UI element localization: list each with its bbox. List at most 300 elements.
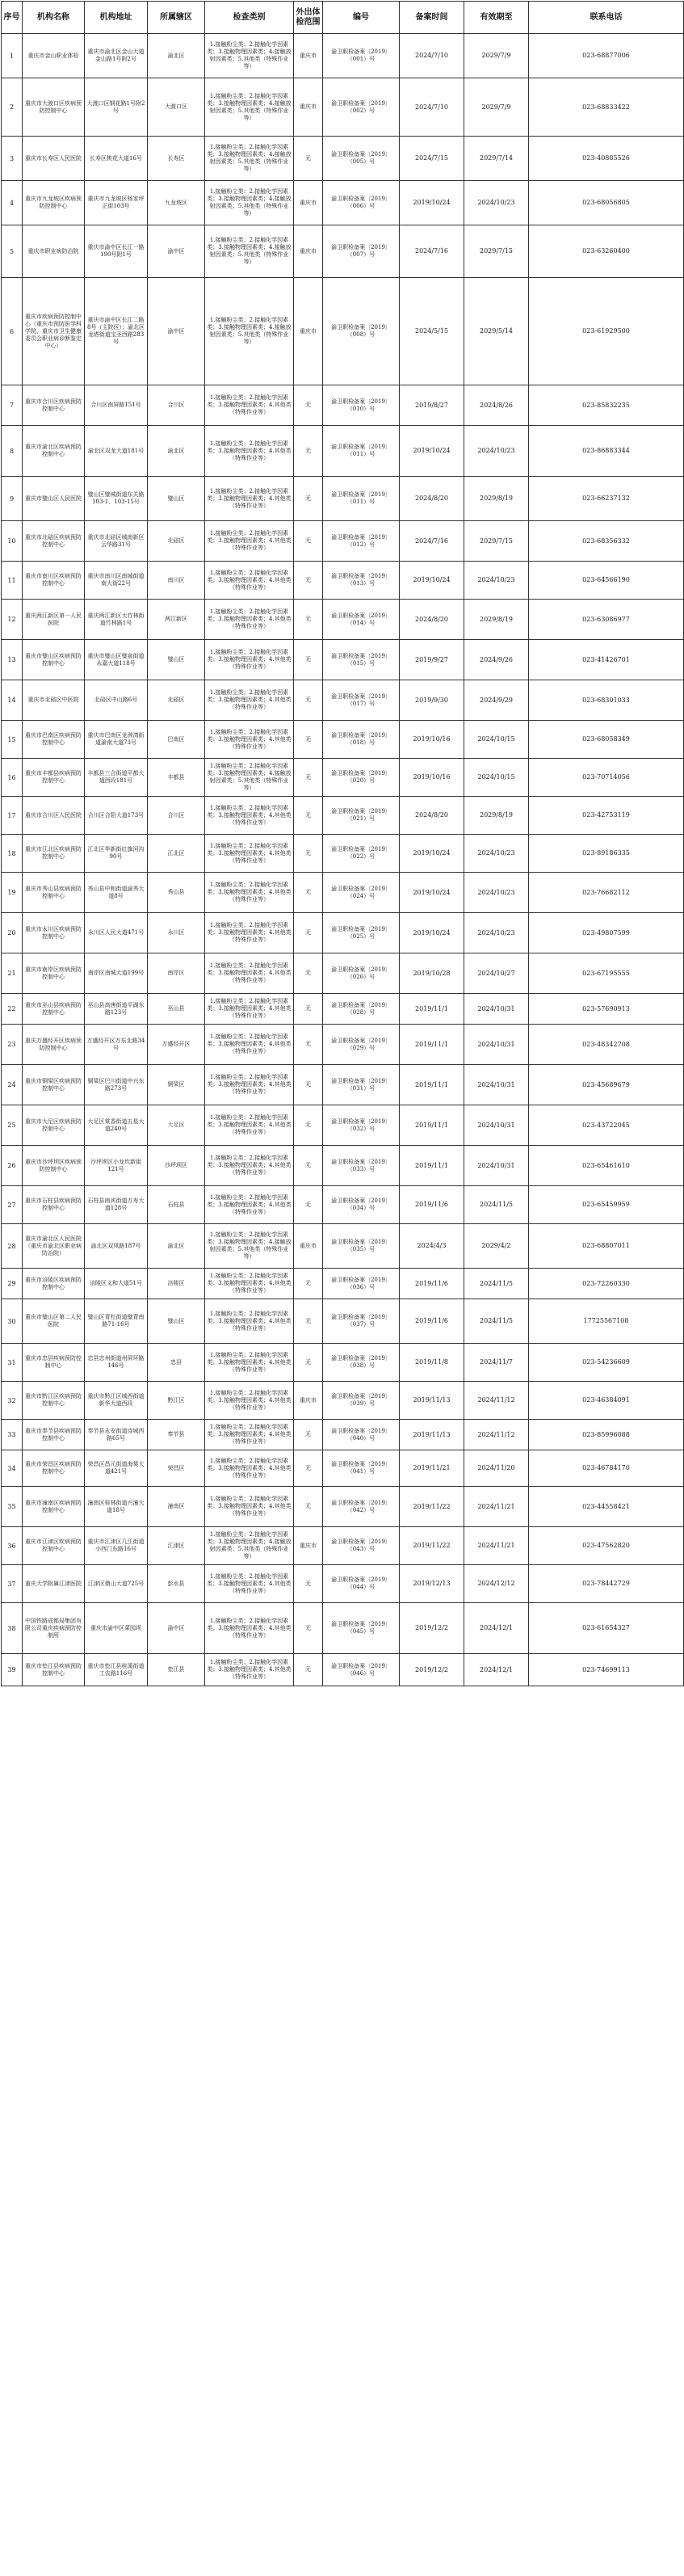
exam-category: 1.接触粉尘类；2.接触化学因素类；3.接触物理因素类；4.其他类（特殊作业等） — [205, 1299, 294, 1344]
institution-address: 江津区鼎山大道725号 — [85, 1565, 148, 1603]
institution-address: 重庆市渝北区金山大道金山路1号附2号 — [85, 34, 148, 78]
contact-phone: 023-63260400 — [529, 225, 684, 278]
institution-name: 重庆两江新区第一人民医院 — [23, 600, 85, 640]
filing-date: 2024/5/15 — [400, 278, 464, 385]
institution-address: 重庆市璧山区璧泉街道永嘉大道118号 — [85, 640, 148, 680]
institution-address: 铜梁区巴川街道中兴东路273号 — [85, 1065, 148, 1105]
institution-address: 合川区合阳大道173号 — [85, 797, 148, 835]
district: 合川区 — [148, 385, 205, 426]
valid-until: 2024/10/27 — [464, 953, 529, 994]
valid-until: 2024/11/7 — [464, 1344, 529, 1382]
filing-date: 2019/9/30 — [400, 680, 464, 721]
filing-date: 2024/7/16 — [400, 521, 464, 562]
contact-phone: 023-89186335 — [529, 835, 684, 873]
row-number: 33 — [2, 1420, 23, 1450]
district: 璧山区 — [148, 1299, 205, 1344]
valid-until: 2024/10/15 — [464, 721, 529, 759]
filing-code: 渝卫职检备案〔2019〕（032）号 — [323, 1105, 400, 1146]
institution-name: 重庆市垫江县疾病预防控制中心 — [23, 1654, 85, 1686]
institution-name: 重庆市江北区疾病预防控制中心 — [23, 835, 85, 873]
filing-code: 渝卫职检备案〔2019〕（013）号 — [323, 562, 400, 600]
institution-address: 重庆市南川区南城街道南大街22号 — [85, 562, 148, 600]
valid-until: 2024/11/21 — [464, 1487, 529, 1527]
filing-date: 2019/11/6 — [400, 1186, 464, 1224]
valid-until: 2024/11/5 — [464, 1299, 529, 1344]
institution-name: 重庆市忠县疾病预防控制中心 — [23, 1344, 85, 1382]
exam-range: 无 — [294, 1269, 323, 1299]
exam-category: 1.接触粉尘类；2.接触化学因素类；3.接触物理因素类；4.其他类（特殊作业等） — [205, 1420, 294, 1450]
exam-range: 无 — [294, 1146, 323, 1186]
exam-range: 无 — [294, 680, 323, 721]
institution-name: 重庆市巴南区疾病预防控制中心 — [23, 721, 85, 759]
filing-code: 渝卫职检备案〔2019〕（002）号 — [323, 78, 400, 137]
filing-date: 2019/10/28 — [400, 953, 464, 994]
exam-category: 1.接触粉尘类；2.接触化学因素类；3.接触物理因素类；4.接触放射因素类；5.其他类（特殊作业等） — [205, 1527, 294, 1565]
row-number: 34 — [2, 1450, 23, 1487]
header-row — [2, 2, 684, 34]
valid-until: 2024/8/26 — [464, 385, 529, 426]
exam-range: 无 — [294, 994, 323, 1025]
row-number: 36 — [2, 1527, 23, 1565]
exam-category: 1.接触粉尘类；2.接触化学因素类；3.接触物理因素类；4.接触放射因素类；5.其他类（特殊作业等） — [205, 225, 294, 278]
registry-table — [1, 1, 684, 1686]
district: 巫山县 — [148, 994, 205, 1025]
row-number: 1 — [2, 34, 23, 78]
district: 丰都县 — [148, 759, 205, 797]
filing-date: 2024/7/10 — [400, 34, 464, 78]
institution-address: 大渡口区钢花路1号附2号 — [85, 78, 148, 137]
institution-address: 涪陵区义和大道51号 — [85, 1269, 148, 1299]
exam-range: 无 — [294, 1654, 323, 1686]
institution-address: 沙坪坝区小龙坎新街121号 — [85, 1146, 148, 1186]
row-number: 39 — [2, 1654, 23, 1686]
institution-address: 重庆市巴南区龙洲湾街道渝南大道73号 — [85, 721, 148, 759]
exam-category: 1.接触粉尘类；2.接触化学因素类；3.接触物理因素类；4.其他类（特殊作业等） — [205, 680, 294, 721]
row-number: 24 — [2, 1065, 23, 1105]
exam-category: 1.接触粉尘类；2.接触化学因素类；3.接触物理因素类；4.其他类（特殊作业等） — [205, 1565, 294, 1603]
filing-code: 渝卫职检备案〔2019〕（045）号 — [323, 1603, 400, 1654]
institution-name: 重庆市金山职业体检 — [23, 34, 85, 78]
exam-category: 1.接触粉尘类；2.接触化学因素类；3.接触物理因素类；4.其他类（特殊作业等） — [205, 1603, 294, 1654]
exam-range: 无 — [294, 1025, 323, 1065]
table-row — [2, 600, 684, 640]
filing-date: 2019/10/24 — [400, 913, 464, 953]
contact-phone: 023-40885526 — [529, 137, 684, 181]
row-number: 4 — [2, 181, 23, 225]
institution-address: 重庆两江新区大竹林街道竹林路1号 — [85, 600, 148, 640]
institution-address: 丰都县三合街道平都大道西段181号 — [85, 759, 148, 797]
exam-category: 1.接触粉尘类；2.接触化学因素类；3.接触物理因素类；4.其他类（特殊作业等） — [205, 1269, 294, 1299]
institution-name: 重庆市职业病防治院 — [23, 225, 85, 278]
header-code: 编号 — [323, 2, 400, 34]
district: 沙坪坝区 — [148, 1146, 205, 1186]
district: 奉节县 — [148, 1420, 205, 1450]
contact-phone: 023-76682112 — [529, 873, 684, 913]
row-number: 18 — [2, 835, 23, 873]
exam-range: 无 — [294, 426, 323, 477]
filing-date: 2019/11/8 — [400, 1344, 464, 1382]
valid-until: 2024/10/31 — [464, 1146, 529, 1186]
valid-until: 2029/7/15 — [464, 521, 529, 562]
exam-range: 无 — [294, 1344, 323, 1382]
filing-code: 渝卫职检备案〔2019〕（022）号 — [323, 835, 400, 873]
institution-name: 重庆市沙坪坝区疾病预防控制中心 — [23, 1146, 85, 1186]
filing-code: 渝卫职检备案〔2019〕（017）号 — [323, 680, 400, 721]
table-row — [2, 1487, 684, 1527]
valid-until: 2024/11/12 — [464, 1382, 529, 1420]
filing-code: 渝卫职检备案〔2019〕（034）号 — [323, 1186, 400, 1224]
contact-phone: 023-72260330 — [529, 1269, 684, 1299]
row-number: 38 — [2, 1603, 23, 1654]
district: 长寿区 — [148, 137, 205, 181]
exam-range: 重庆市 — [294, 78, 323, 137]
valid-until: 2029/7/9 — [464, 34, 529, 78]
institution-name: 重庆市疾病预防控制中心（重庆市预防医学科学院、重庆市卫生健康委员会职业病诊断鉴定中心） — [23, 278, 85, 385]
institution-name: 重庆市秀山县疾病预防控制中心 — [23, 873, 85, 913]
district: 垫江县 — [148, 1654, 205, 1686]
valid-until: 2024/9/26 — [464, 640, 529, 680]
row-number: 10 — [2, 521, 23, 562]
filing-code: 渝卫职检备案〔2019〕（001）号 — [323, 34, 400, 78]
district: 忠县 — [148, 1344, 205, 1382]
exam-range: 重庆市 — [294, 225, 323, 278]
institution-name: 重庆市九龙坡区疾病预防控制中心 — [23, 181, 85, 225]
contact-phone: 023-74699113 — [529, 1654, 684, 1686]
valid-until: 2024/12/1 — [464, 1654, 529, 1686]
filing-date: 2019/11/6 — [400, 1269, 464, 1299]
row-number: 15 — [2, 721, 23, 759]
institution-name: 重庆市合川区人民医院 — [23, 797, 85, 835]
valid-until: 2024/10/23 — [464, 426, 529, 477]
institution-address: 渝北区双凤路187号 — [85, 1224, 148, 1269]
institution-name: 重庆市永川区疾病预防控制中心 — [23, 913, 85, 953]
filing-date: 2019/12/2 — [400, 1654, 464, 1686]
institution-address: 重庆市垫江县桂溪街道工农路116号 — [85, 1654, 148, 1686]
valid-until: 2024/10/31 — [464, 994, 529, 1025]
exam-range: 无 — [294, 1565, 323, 1603]
institution-name: 重庆市黔江区疾病预防控制中心 — [23, 1382, 85, 1420]
exam-range: 重庆市 — [294, 278, 323, 385]
valid-until: 2029/7/9 — [464, 78, 529, 137]
institution-name: 重庆市荣昌区疾病预防控制中心 — [23, 1450, 85, 1487]
exam-category: 1.接触粉尘类；2.接触化学因素类；3.接触物理因素类；4.其他类（特殊作业等） — [205, 640, 294, 680]
institution-name: 重庆市长寿区人民医院 — [23, 137, 85, 181]
filing-date: 2019/11/1 — [400, 1146, 464, 1186]
institution-address: 重庆市北碚区城南新区云华路31号 — [85, 521, 148, 562]
institution-name: 重庆市南岸区疾病预防控制中心 — [23, 953, 85, 994]
filing-code: 渝卫职检备案〔2019〕（031）号 — [323, 1065, 400, 1105]
institution-address: 重庆市江津区几江街道小西门东路16号 — [85, 1527, 148, 1565]
exam-range: 无 — [294, 1186, 323, 1224]
contact-phone: 023-54236609 — [529, 1344, 684, 1382]
institution-name: 重庆市铜梁区疾病预防控制中心 — [23, 1065, 85, 1105]
row-number: 8 — [2, 426, 23, 477]
valid-until: 2024/11/20 — [464, 1450, 529, 1487]
institution-name: 重庆市渝北区疾病预防控制中心 — [23, 426, 85, 477]
exam-category: 1.接触粉尘类；2.接触化学因素类；3.接触物理因素类；4.接触放射因素类；5.其他类（特殊作业等） — [205, 78, 294, 137]
valid-until: 2029/7/15 — [464, 225, 529, 278]
row-number: 14 — [2, 680, 23, 721]
row-number: 17 — [2, 797, 23, 835]
table-row — [2, 1603, 684, 1654]
contact-phone: 023-46384091 — [529, 1382, 684, 1420]
filing-code: 渝卫职检备案〔2019〕（005）号 — [323, 137, 400, 181]
valid-until: 2024/10/23 — [464, 835, 529, 873]
table-row — [2, 797, 684, 835]
exam-category: 1.接触粉尘类；2.接触化学因素类；3.接触物理因素类；4.其他类（特殊作业等） — [205, 600, 294, 640]
table-row — [2, 1299, 684, 1344]
row-number: 26 — [2, 1146, 23, 1186]
district: 石柱县 — [148, 1186, 205, 1224]
header-category: 检查类别 — [205, 2, 294, 34]
exam-category: 1.接触粉尘类；2.接触化学因素类；3.接触物理因素类；4.其他类（特殊作业等） — [205, 1654, 294, 1686]
header-district: 所属辖区 — [148, 2, 205, 34]
exam-category: 1.接触粉尘类；2.接触化学因素类；3.接触物理因素类；4.接触放射因素类；5.其他类（特殊作业等） — [205, 137, 294, 181]
valid-until: 2024/10/31 — [464, 1105, 529, 1146]
exam-range: 无 — [294, 913, 323, 953]
valid-until: 2029/8/19 — [464, 797, 529, 835]
institution-name: 重庆市丰都县疾病预防控制中心 — [23, 759, 85, 797]
district: 渝中区 — [148, 1603, 205, 1654]
row-number: 6 — [2, 278, 23, 385]
table-row — [2, 1105, 684, 1146]
exam-category: 1.接触粉尘类；2.接触化学因素类；3.接触物理因素类；4.其他类（特殊作业等） — [205, 721, 294, 759]
header-phone: 联系电话 — [529, 2, 684, 34]
exam-range: 重庆市 — [294, 181, 323, 225]
institution-name: 重庆市南川区疾病预防控制中心 — [23, 562, 85, 600]
filing-date: 2019/8/27 — [400, 385, 464, 426]
filing-code: 渝卫职检备案〔2019〕（012）号 — [323, 521, 400, 562]
exam-range: 无 — [294, 1487, 323, 1527]
filing-date: 2019/11/13 — [400, 1382, 464, 1420]
row-number: 3 — [2, 137, 23, 181]
filing-code: 渝卫职检备案〔2019〕（008）号 — [323, 278, 400, 385]
exam-category: 1.接触粉尘类；2.接触化学因素类；3.接触物理因素类；4.其他类（特殊作业等） — [205, 1382, 294, 1420]
district: 秀山县 — [148, 873, 205, 913]
institution-name: 重庆市潼南区疾病预防控制中心 — [23, 1487, 85, 1527]
district: 渝北区 — [148, 34, 205, 78]
contact-phone: 023-45689679 — [529, 1065, 684, 1105]
valid-until: 2024/10/15 — [464, 759, 529, 797]
row-number: 21 — [2, 953, 23, 994]
institution-address: 石柱县南宾街道万寿大道128号 — [85, 1186, 148, 1224]
district: 大足区 — [148, 1105, 205, 1146]
header-no: 序号 — [2, 2, 23, 34]
filing-code: 渝卫职检备案〔2019〕（018）号 — [323, 721, 400, 759]
contact-phone: 023-86883344 — [529, 426, 684, 477]
exam-category: 1.接触粉尘类；2.接触化学因素类；3.接触物理因素类；4.其他类（特殊作业等） — [205, 385, 294, 426]
filing-date: 2019/11/1 — [400, 1065, 464, 1105]
exam-range: 无 — [294, 640, 323, 680]
district: 璧山区 — [148, 640, 205, 680]
valid-until: 2024/10/31 — [464, 1025, 529, 1065]
filing-date: 2019/11/13 — [400, 1420, 464, 1450]
institution-name: 重庆市涪陵区疾病预防控制中心 — [23, 1269, 85, 1299]
table-row — [2, 1450, 684, 1487]
exam-range: 无 — [294, 521, 323, 562]
exam-range: 无 — [294, 477, 323, 521]
district: 江津区 — [148, 1527, 205, 1565]
contact-phone: 17725567108 — [529, 1299, 684, 1344]
institution-name: 重庆市大足区疾病预防控制中心 — [23, 1105, 85, 1146]
table-row — [2, 1269, 684, 1299]
header-address: 机构地址 — [85, 2, 148, 34]
contact-phone: 023-85996088 — [529, 1420, 684, 1450]
exam-category: 1.接触粉尘类；2.接触化学因素类；3.接触物理因素类；4.其他类（特殊作业等） — [205, 1487, 294, 1527]
table-row — [2, 1186, 684, 1224]
filing-date: 2024/4/3 — [400, 1224, 464, 1269]
row-number: 30 — [2, 1299, 23, 1344]
table-row — [2, 225, 684, 278]
filing-date: 2019/10/16 — [400, 759, 464, 797]
valid-until: 2024/10/23 — [464, 181, 529, 225]
filing-code: 渝卫职检备案〔2019〕（036）号 — [323, 1269, 400, 1299]
exam-category: 1.接触粉尘类；2.接触化学因素类；3.接触物理因素类；4.其他类（特殊作业等） — [205, 562, 294, 600]
filing-code: 渝卫职检备案〔2019〕（020）号 — [323, 759, 400, 797]
institution-name: 重庆市奉节县疾病预防控制中心 — [23, 1420, 85, 1450]
district: 涪陵区 — [148, 1269, 205, 1299]
institution-name: 重庆大学附属江津医院 — [23, 1565, 85, 1603]
filing-code: 渝卫职检备案〔2019〕（014）号 — [323, 600, 400, 640]
filing-date: 2019/11/21 — [400, 1450, 464, 1487]
institution-address: 大足区棠香街道五星大道240号 — [85, 1105, 148, 1146]
exam-category: 1.接触粉尘类；2.接触化学因素类；3.接触物理因素类；4.其他类（特殊作业等） — [205, 873, 294, 913]
header-range: 外出体检范围 — [294, 2, 323, 34]
contact-phone: 023-70714056 — [529, 759, 684, 797]
filing-code: 渝卫职检备案〔2019〕（011）号 — [323, 426, 400, 477]
filing-date: 2019/10/24 — [400, 181, 464, 225]
contact-phone: 023-78442729 — [529, 1565, 684, 1603]
exam-range: 无 — [294, 1299, 323, 1344]
table-row — [2, 1224, 684, 1269]
row-number: 25 — [2, 1105, 23, 1146]
exam-range: 无 — [294, 835, 323, 873]
exam-category: 1.接触粉尘类；2.接触化学因素类；3.接触物理因素类；4.接触放射因素类；5.其他类（特殊作业等） — [205, 278, 294, 385]
filing-code: 渝卫职检备案〔2019〕（015）号 — [323, 640, 400, 680]
filing-date: 2019/10/24 — [400, 562, 464, 600]
table-row — [2, 278, 684, 385]
district: 合川区 — [148, 797, 205, 835]
valid-until: 2024/11/5 — [464, 1186, 529, 1224]
table-row — [2, 34, 684, 78]
filing-code: 渝卫职检备案〔2019〕（040）号 — [323, 1420, 400, 1450]
row-number: 29 — [2, 1269, 23, 1299]
filing-date: 2019/11/1 — [400, 994, 464, 1025]
table-row — [2, 1065, 684, 1105]
institution-name: 中国铁路成都局集团有限公司重庆疾病预防控制所 — [23, 1603, 85, 1654]
filing-date: 2019/10/24 — [400, 426, 464, 477]
institution-address: 璧山区青杠街道璧青南路71-16号 — [85, 1299, 148, 1344]
filing-date: 2019/10/24 — [400, 835, 464, 873]
row-number: 23 — [2, 1025, 23, 1065]
filing-date: 2019/10/24 — [400, 873, 464, 913]
filing-date: 2024/7/15 — [400, 137, 464, 181]
valid-until: 2024/10/31 — [464, 1065, 529, 1105]
table-row — [2, 1025, 684, 1065]
institution-address: 重庆市九龙坡区杨家坪正街103号 — [85, 181, 148, 225]
filing-code: 渝卫职检备案〔2019〕（029）号 — [323, 1025, 400, 1065]
institution-address: 秀山县中和街道渝秀大道8号 — [85, 873, 148, 913]
exam-range: 无 — [294, 953, 323, 994]
institution-address: 重庆市渝中区长江二路8号（主院区）；渝北区龙塔街道宝圣西路283号 — [85, 278, 148, 385]
filing-code: 渝卫职检备案〔2019〕（046）号 — [323, 1654, 400, 1686]
institution-name: 重庆市大渡口区疾病预防控制中心 — [23, 78, 85, 137]
exam-range: 无 — [294, 873, 323, 913]
valid-until: 2024/11/12 — [464, 1420, 529, 1450]
exam-range: 无 — [294, 759, 323, 797]
filing-code: 渝卫职检备案〔2019〕（006）号 — [323, 181, 400, 225]
valid-until: 2029/5/14 — [464, 278, 529, 385]
filing-date: 2019/9/27 — [400, 640, 464, 680]
exam-range: 无 — [294, 137, 323, 181]
contact-phone: 023-61929500 — [529, 278, 684, 385]
filing-code: 渝卫职检备案〔2019〕（041）号 — [323, 1450, 400, 1487]
institution-address: 璧山区璧城街道东关路103-1、103-15号 — [85, 477, 148, 521]
row-number: 20 — [2, 913, 23, 953]
filing-code: 渝卫职检备案〔2019〕（042）号 — [323, 1487, 400, 1527]
institution-name: 重庆市北碚区中医院 — [23, 680, 85, 721]
institution-name: 重庆市璧山区人民医院 — [23, 477, 85, 521]
table-row — [2, 181, 684, 225]
filing-code: 渝卫职检备案〔2019〕（037）号 — [323, 1299, 400, 1344]
contact-phone: 023-44558421 — [529, 1487, 684, 1527]
district: 渝北区 — [148, 426, 205, 477]
exam-range: 无 — [294, 721, 323, 759]
exam-category: 1.接触粉尘类；2.接触化学因素类；3.接触物理因素类；4.接触放射因素类；5.其他类（特殊作业等） — [205, 181, 294, 225]
exam-range: 无 — [294, 1420, 323, 1450]
header-valid: 有效期至 — [464, 2, 529, 34]
filing-code: 渝卫职检备案〔2019〕（010）号 — [323, 385, 400, 426]
filing-code: 渝卫职检备案〔2019〕（038）号 — [323, 1344, 400, 1382]
table-row — [2, 137, 684, 181]
contact-phone: 023-65461610 — [529, 1146, 684, 1186]
filing-date: 2019/10/16 — [400, 721, 464, 759]
district: 北碚区 — [148, 521, 205, 562]
valid-until: 2024/11/21 — [464, 1527, 529, 1565]
valid-until: 2024/12/12 — [464, 1565, 529, 1603]
contact-phone: 023-47562820 — [529, 1527, 684, 1565]
district: 巴南区 — [148, 721, 205, 759]
table-row — [2, 1565, 684, 1603]
contact-phone: 023-42753119 — [529, 797, 684, 835]
table-row — [2, 521, 684, 562]
exam-category: 1.接触粉尘类；2.接触化学因素类；3.接触物理因素类；4.接触放射因素类；5.其他类（特殊作业等） — [205, 34, 294, 78]
institution-name: 重庆市璧山区第二人民医院 — [23, 1299, 85, 1344]
filing-date: 2019/12/2 — [400, 1603, 464, 1654]
exam-category: 1.接触粉尘类；2.接触化学因素类；3.接触物理因素类；4.其他类（特殊作业等） — [205, 797, 294, 835]
filing-code: 渝卫职检备案〔2019〕（007）号 — [323, 225, 400, 278]
contact-phone: 023-68056805 — [529, 181, 684, 225]
row-number: 16 — [2, 759, 23, 797]
contact-phone: 023-57690913 — [529, 994, 684, 1025]
row-number: 9 — [2, 477, 23, 521]
exam-category: 1.接触粉尘类；2.接触化学因素类；3.接触物理因素类；4.其他类（特殊作业等） — [205, 1450, 294, 1487]
filing-code: 渝卫职检备案〔2019〕（026）号 — [323, 953, 400, 994]
table-row — [2, 426, 684, 477]
filing-code: 渝卫职检备案〔2019〕（024）号 — [323, 873, 400, 913]
exam-range: 重庆市 — [294, 1382, 323, 1420]
district: 南川区 — [148, 562, 205, 600]
row-number: 19 — [2, 873, 23, 913]
table-row — [2, 994, 684, 1025]
institution-name: 重庆市江津区疾病预防控制中心 — [23, 1527, 85, 1565]
district: 两江新区 — [148, 600, 205, 640]
exam-range: 无 — [294, 385, 323, 426]
district: 铜梁区 — [148, 1065, 205, 1105]
exam-category: 1.接触粉尘类；2.接触化学因素类；3.接触物理因素类；4.其他类（特殊作业等） — [205, 913, 294, 953]
filing-code: 渝卫职检备案〔2019〕（044）号 — [323, 1565, 400, 1603]
filing-date: 2024/8/20 — [400, 600, 464, 640]
